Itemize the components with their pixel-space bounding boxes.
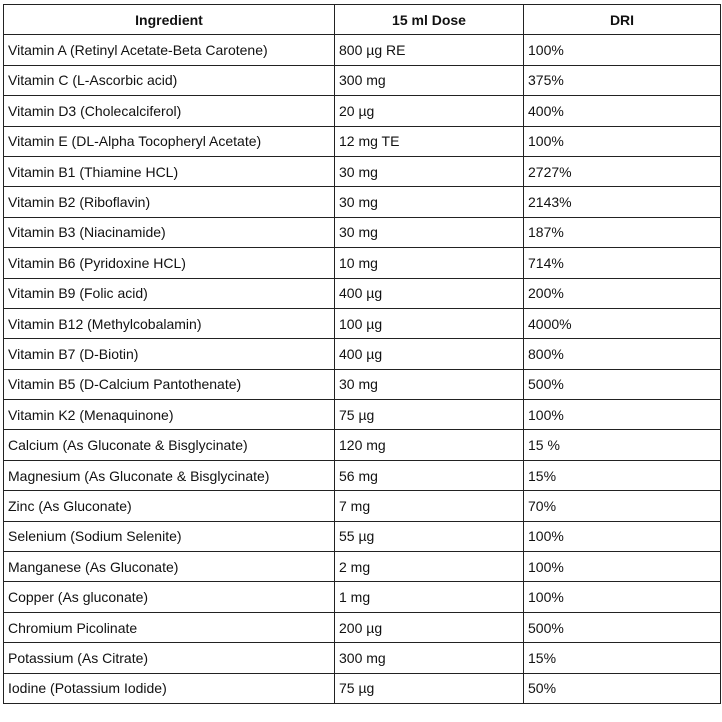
ingredient-cell: Vitamin C (L-Ascorbic acid) xyxy=(4,65,335,95)
ingredient-cell: Vitamin E (DL-Alpha Tocopheryl Acetate) xyxy=(4,126,335,156)
dri-cell: 200% xyxy=(524,278,721,308)
table-body xyxy=(4,35,721,704)
dose-cell: 10 mg xyxy=(335,248,524,278)
table-row xyxy=(4,552,721,582)
ingredient-cell: Selenium (Sodium Selenite) xyxy=(4,521,335,551)
table-row xyxy=(4,96,721,126)
ingredient-cell: Zinc (As Gluconate) xyxy=(4,491,335,521)
dri-cell: 100% xyxy=(524,552,721,582)
table-row xyxy=(4,339,721,369)
ingredient-cell: Vitamin B12 (Methylcobalamin) xyxy=(4,308,335,338)
header-row xyxy=(4,5,721,35)
nutrient-table xyxy=(3,4,721,704)
dri-cell: 187% xyxy=(524,217,721,247)
ingredient-cell: Copper (As gluconate) xyxy=(4,582,335,612)
dose-cell: 300 mg xyxy=(335,643,524,673)
table-row xyxy=(4,217,721,247)
dose-cell: 75 µg xyxy=(335,673,524,703)
dose-cell: 56 mg xyxy=(335,460,524,490)
ingredient-cell: Chromium Picolinate xyxy=(4,612,335,642)
dose-cell: 400 µg xyxy=(335,339,524,369)
dose-cell: 2 mg xyxy=(335,552,524,582)
table-row xyxy=(4,156,721,186)
table-row xyxy=(4,35,721,65)
dri-cell: 2727% xyxy=(524,156,721,186)
header-ingredient: Ingredient xyxy=(4,5,335,35)
table-row xyxy=(4,308,721,338)
dri-cell: 2143% xyxy=(524,187,721,217)
table-row xyxy=(4,400,721,430)
dri-cell: 50% xyxy=(524,673,721,703)
dri-cell: 15 % xyxy=(524,430,721,460)
ingredient-cell: Vitamin K2 (Menaquinone) xyxy=(4,400,335,430)
dri-cell: 4000% xyxy=(524,308,721,338)
dose-cell: 12 mg TE xyxy=(335,126,524,156)
dose-cell: 30 mg xyxy=(335,217,524,247)
dose-cell: 120 mg xyxy=(335,430,524,460)
dose-cell: 7 mg xyxy=(335,491,524,521)
dri-cell: 375% xyxy=(524,65,721,95)
dose-cell: 30 mg xyxy=(335,369,524,399)
dri-cell: 100% xyxy=(524,35,721,65)
table-row xyxy=(4,612,721,642)
dose-cell: 400 µg xyxy=(335,278,524,308)
table-row xyxy=(4,126,721,156)
dri-cell: 400% xyxy=(524,96,721,126)
dri-cell: 15% xyxy=(524,643,721,673)
ingredient-cell: Potassium (As Citrate) xyxy=(4,643,335,673)
table-row xyxy=(4,582,721,612)
table-row xyxy=(4,673,721,703)
ingredient-cell: Vitamin B3 (Niacinamide) xyxy=(4,217,335,247)
table-row xyxy=(4,369,721,399)
ingredient-cell: Magnesium (As Gluconate & Bisglycinate) xyxy=(4,460,335,490)
ingredient-cell: Vitamin B1 (Thiamine HCL) xyxy=(4,156,335,186)
dose-cell: 30 mg xyxy=(335,156,524,186)
ingredient-cell: Vitamin B6 (Pyridoxine HCL) xyxy=(4,248,335,278)
dri-cell: 714% xyxy=(524,248,721,278)
ingredient-cell: Vitamin B2 (Riboflavin) xyxy=(4,187,335,217)
dri-cell: 100% xyxy=(524,582,721,612)
table-row xyxy=(4,521,721,551)
table-row xyxy=(4,643,721,673)
table-row xyxy=(4,187,721,217)
dose-cell: 20 µg xyxy=(335,96,524,126)
dri-cell: 100% xyxy=(524,521,721,551)
dri-cell: 15% xyxy=(524,460,721,490)
ingredient-cell: Manganese (As Gluconate) xyxy=(4,552,335,582)
dose-cell: 55 µg xyxy=(335,521,524,551)
header-dri: DRI xyxy=(524,5,721,35)
header-dose: 15 ml Dose xyxy=(335,5,524,35)
table-row xyxy=(4,248,721,278)
table-row xyxy=(4,278,721,308)
table-row xyxy=(4,460,721,490)
dri-cell: 70% xyxy=(524,491,721,521)
dri-cell: 500% xyxy=(524,369,721,399)
dose-cell: 100 µg xyxy=(335,308,524,338)
dri-cell: 100% xyxy=(524,400,721,430)
dose-cell: 75 µg xyxy=(335,400,524,430)
ingredient-cell: Vitamin B7 (D-Biotin) xyxy=(4,339,335,369)
dose-cell: 200 µg xyxy=(335,612,524,642)
ingredient-cell: Vitamin D3 (Cholecalciferol) xyxy=(4,96,335,126)
ingredient-cell: Vitamin B5 (D-Calcium Pantothenate) xyxy=(4,369,335,399)
ingredient-cell: Calcium (As Gluconate & Bisglycinate) xyxy=(4,430,335,460)
dri-cell: 800% xyxy=(524,339,721,369)
ingredient-cell: Vitamin A (Retinyl Acetate-Beta Carotene) xyxy=(4,35,335,65)
dose-cell: 800 µg RE xyxy=(335,35,524,65)
dose-cell: 300 mg xyxy=(335,65,524,95)
table-row xyxy=(4,430,721,460)
dose-cell: 30 mg xyxy=(335,187,524,217)
dri-cell: 100% xyxy=(524,126,721,156)
dose-cell: 1 mg xyxy=(335,582,524,612)
dri-cell: 500% xyxy=(524,612,721,642)
table-row xyxy=(4,65,721,95)
table-row xyxy=(4,491,721,521)
ingredient-cell: Vitamin B9 (Folic acid) xyxy=(4,278,335,308)
ingredient-cell: Iodine (Potassium Iodide) xyxy=(4,673,335,703)
